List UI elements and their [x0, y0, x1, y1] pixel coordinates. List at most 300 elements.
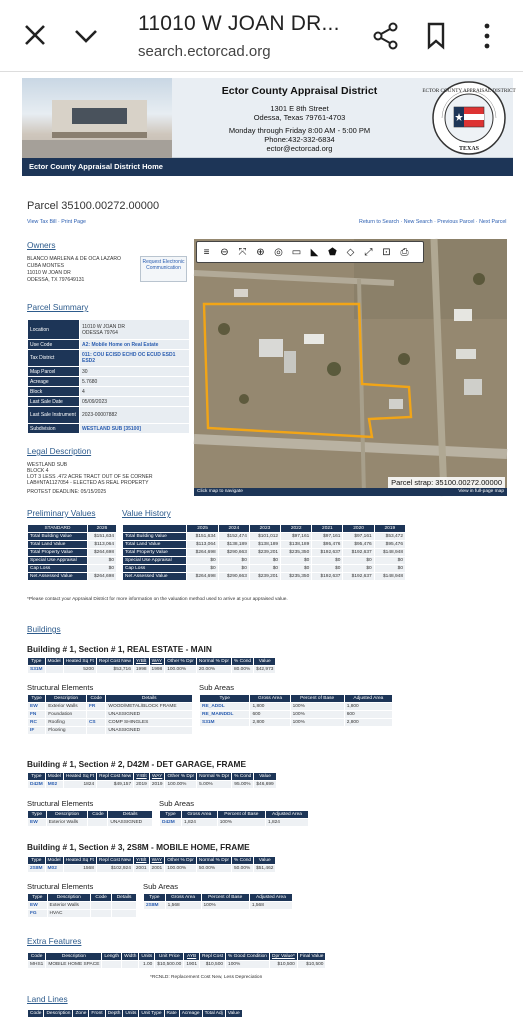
close-icon[interactable]: [22, 22, 48, 48]
column-header: Depth: [105, 1010, 123, 1018]
locate-icon[interactable]: ◎: [274, 247, 283, 258]
cell: 2019: [149, 781, 165, 789]
map-nav-hint: Click map to navigate: [197, 489, 243, 494]
cell: $10,500: [297, 961, 326, 969]
column-header: Total Adj: [202, 1010, 225, 1018]
table-row: [123, 565, 406, 573]
summary-value: 5.7680: [80, 377, 190, 387]
main-content: [22, 176, 513, 1024]
cell: 600: [344, 711, 392, 719]
column-header: Heated Sq Ft: [63, 773, 96, 781]
row-label: Total Land Value: [28, 541, 88, 549]
cell-link[interactable]: RE_MAINDDL: [200, 711, 250, 719]
cell: $239,201: [249, 549, 280, 557]
column-header: Repl Cost New: [97, 773, 134, 781]
cell-link[interactable]: M02: [45, 781, 63, 789]
column-header: Type: [200, 695, 250, 703]
column-header: Code: [28, 1010, 44, 1018]
cell-link[interactable]: FG: [28, 910, 48, 918]
zoom-out-icon[interactable]: ⊖: [220, 247, 229, 258]
table-row: [123, 549, 406, 557]
column-header: Type: [144, 894, 166, 902]
column-header: Type: [160, 811, 182, 819]
summary-key: Block: [28, 387, 80, 397]
cell-link[interactable]: FN: [28, 711, 46, 719]
cell: Foundation: [46, 711, 87, 719]
summary-key: Map Parcel: [28, 367, 80, 377]
cell: $235,350: [281, 549, 312, 557]
cell-link[interactable]: IF: [28, 727, 46, 735]
table-row: [28, 865, 276, 873]
cell: $0: [374, 557, 405, 565]
table-row: [28, 703, 193, 711]
cell: $95,476: [343, 541, 374, 549]
table-row: [28, 533, 117, 541]
cell: 5.00%: [197, 781, 232, 789]
cell: $42,973: [254, 666, 276, 674]
building-2-title: Building # 1, Section # 2, D42M - DET GARAGE, FRAME: [27, 759, 246, 769]
cell-link[interactable]: FR: [86, 703, 105, 711]
cell: 100%: [290, 711, 344, 719]
table-row: [123, 557, 406, 565]
cell: $51,462: [254, 865, 276, 873]
column-header: Adjusted Area: [249, 894, 292, 902]
cell: UNASSIGNED: [108, 819, 153, 827]
column-header: Description: [46, 695, 87, 703]
building-1-structural-table: [27, 694, 193, 735]
cell: $0: [249, 557, 280, 565]
full-extent-icon[interactable]: ⤧: [238, 247, 247, 258]
column-header: Acreage: [179, 1010, 202, 1018]
building-2-subareas-table: [159, 810, 309, 827]
column-header: % Cond: [232, 773, 254, 781]
column-header: Type: [28, 773, 46, 781]
legal-description-heading[interactable]: Legal Description: [27, 446, 92, 456]
column-header: Model: [45, 658, 63, 666]
table-header-row: [28, 695, 193, 703]
cell: 1824: [63, 781, 96, 789]
building-2-table: [27, 772, 277, 789]
table-row: [28, 549, 117, 557]
cell: [91, 902, 112, 910]
cell: $95,476: [374, 541, 405, 549]
cell: 1998: [149, 666, 165, 674]
address-line-1: 1301 E 8th Street: [270, 104, 329, 113]
cell: 50.00%: [232, 865, 254, 873]
column-header: Rate: [164, 1010, 179, 1018]
home-link[interactable]: Ector County Appraisal District Home: [29, 162, 163, 171]
value-history-heading[interactable]: Value History: [122, 508, 171, 518]
protest-deadline: PROTEST DEADLINE: 05/15/2025: [27, 489, 107, 495]
sub-areas-heading-2: Sub Areas: [159, 799, 195, 808]
cell: $148,948: [374, 573, 405, 581]
cell: $0: [374, 565, 405, 573]
cell-link[interactable]: D42M: [160, 819, 182, 827]
share-icon[interactable]: [373, 22, 399, 50]
table-row: [200, 719, 393, 727]
nav-bar: [22, 158, 513, 176]
cell: 1,568: [249, 902, 292, 910]
cell: 1998: [133, 666, 149, 674]
column-header: Details: [108, 811, 153, 819]
legal-line-3: LOT 3 LESS .472 ACRE TRACT OUT OF SE CORNER: [27, 474, 153, 480]
table-header-row: [200, 695, 393, 703]
cell: $264,698: [187, 549, 218, 557]
summary-key: Tax District: [28, 350, 80, 367]
table-row: [28, 711, 193, 719]
cell: $97,161: [281, 533, 312, 541]
value-history-table: [122, 524, 406, 581]
table-row: [28, 910, 137, 918]
building-3-subareas-table: [143, 893, 293, 910]
aerial-imagery: [194, 239, 507, 496]
column-header: % Cond: [232, 857, 254, 865]
page-url[interactable]: search.ectorcad.org: [138, 43, 271, 60]
cell: 5200: [63, 666, 96, 674]
sub-areas-heading-3: Sub Areas: [143, 882, 179, 891]
rcnld-note: *RCNLD: Replacement Cost New, Less Depreciation: [150, 975, 263, 980]
row-label: Total Property Value: [123, 549, 187, 557]
cell: 100.00%: [165, 781, 197, 789]
cell: $0: [87, 557, 116, 565]
browser-toolbar: [0, 0, 523, 72]
summary-value-link[interactable]: 011: COU ECISD ECHD OC ECUD ESD1 ESD2: [80, 350, 190, 367]
column-header: Value: [254, 857, 276, 865]
cell: Roofing: [46, 719, 87, 727]
cell: [45, 666, 63, 674]
table-row: [28, 781, 277, 789]
column-header: Repl Cost New: [96, 857, 133, 865]
table-row: [28, 541, 117, 549]
cell: 100%: [217, 819, 265, 827]
cell: [112, 902, 137, 910]
measure-icon[interactable]: ▭: [291, 247, 302, 258]
request-communication-button[interactable]: Request Electronic Communication: [140, 256, 187, 282]
column-header: Other % Dpr: [165, 658, 197, 666]
select-icon[interactable]: ⊡: [382, 247, 391, 258]
cell-link[interactable]: EW: [28, 819, 47, 827]
summary-key: Last Sale Date: [28, 397, 80, 407]
column-header: Type: [28, 658, 46, 666]
print-icon[interactable]: ⎙: [400, 247, 409, 258]
cell: 100%: [290, 719, 344, 727]
more-options-icon[interactable]: [478, 22, 496, 50]
cell: 600: [250, 711, 290, 719]
cell: $192,637: [312, 549, 343, 557]
zoom-in-icon[interactable]: ⊕: [256, 247, 265, 258]
summary-value-link[interactable]: A2: Mobile Home on Real Estate: [80, 340, 190, 350]
cell: $102,924: [96, 865, 133, 873]
column-header: Value: [254, 773, 276, 781]
cell: $46,699: [254, 781, 276, 789]
cell-link[interactable]: 2S8M: [144, 902, 166, 910]
column-header: Type: [28, 857, 46, 865]
cell: 2019: [134, 781, 150, 789]
row-label: Net Assessed Value: [28, 573, 88, 581]
map-footer: [194, 488, 507, 496]
cell: $0: [249, 565, 280, 573]
cell: 2001: [133, 865, 149, 873]
cell: $192,637: [312, 573, 343, 581]
structural-elements-heading: Structural Elements: [27, 683, 94, 692]
column-header: 2022: [281, 525, 312, 533]
cell: Flooring: [46, 727, 87, 735]
table-row: [123, 573, 406, 581]
cell: $0: [218, 565, 249, 573]
seal-top-text: ECTOR COUNTY APPRAISAL DISTRICT: [422, 88, 516, 94]
cell-link[interactable]: EW: [28, 703, 46, 711]
cell: 80.00%: [232, 666, 254, 674]
parcel-summary-table: [27, 319, 190, 434]
building-1-table: [27, 657, 276, 674]
cell-link[interactable]: S31M: [28, 666, 46, 674]
ruler-icon[interactable]: ◣: [310, 247, 319, 258]
column-header: Zone: [73, 1010, 89, 1018]
cell: $138,189: [218, 541, 249, 549]
cell: Exterior Walls: [46, 703, 87, 711]
cell: 100%: [290, 703, 344, 711]
cell-link[interactable]: RE_ADDL: [200, 703, 250, 711]
summary-key: Use Code: [28, 340, 80, 350]
column-header: 2019: [374, 525, 405, 533]
org-name: Ector County Appraisal District: [221, 85, 378, 97]
cell: $235,350: [281, 573, 312, 581]
cell: 1,824: [181, 819, 217, 827]
table-row: [28, 573, 117, 581]
cell-link[interactable]: EW: [28, 902, 48, 910]
column-header: Other % Dpr: [165, 857, 197, 865]
parcel-heading: Parcel 35100.00272.00000: [27, 200, 160, 212]
cell: $0: [343, 557, 374, 565]
full-page-map-link[interactable]: View in full-page map: [458, 489, 504, 494]
column-header: Gross Area: [181, 811, 217, 819]
cell: [112, 910, 137, 918]
bookmark-icon[interactable]: [426, 22, 446, 50]
area-icon[interactable]: ⬟: [328, 247, 337, 258]
cell: MHS1: [28, 961, 46, 969]
column-header: 2026: [87, 525, 116, 533]
cell: 50.00%: [196, 865, 231, 873]
cell: $0: [87, 565, 116, 573]
summary-value: 4: [80, 387, 190, 397]
cell: 1,800: [344, 703, 392, 711]
column-header: WAY: [149, 658, 165, 666]
cell: Exterior Walls: [46, 819, 88, 827]
cell: $0: [218, 557, 249, 565]
table-row: [28, 377, 190, 387]
parcel-strap-label: Parcel strap: 35100.00272.00000: [388, 477, 505, 488]
cell: 2,800: [250, 719, 290, 727]
cell: 2001: [149, 865, 165, 873]
parcel-map[interactable]: [194, 239, 507, 496]
land-lines-table: [27, 1009, 243, 1018]
cell: $0: [343, 565, 374, 573]
cell: [102, 961, 122, 969]
cell: 1,824: [265, 819, 308, 827]
legal-line-2: BLOCK 4: [27, 468, 49, 474]
column-header: Details: [112, 894, 137, 902]
cell: $264,698: [87, 549, 116, 557]
row-label: Total Land Value: [123, 541, 187, 549]
owners-heading[interactable]: Owners: [27, 240, 56, 250]
cell-link[interactable]: S31M: [200, 719, 250, 727]
buildings-heading[interactable]: Buildings: [27, 624, 61, 634]
table-row: [28, 407, 190, 424]
column-header: 2020: [343, 525, 374, 533]
owner-line-1: BLANCO MARLENA & DE OCA LAZARO: [27, 256, 121, 262]
column-header: Repl Cost New: [96, 658, 133, 666]
column-header: YrBlt: [133, 857, 149, 865]
table-row: [28, 320, 190, 340]
row-label: Special Use Appraisal: [123, 557, 187, 565]
cell: $49,157: [97, 781, 134, 789]
column-header: AYB: [184, 953, 200, 961]
structural-elements-heading-3: Structural Elements: [27, 882, 94, 891]
office-building-photo: [22, 78, 172, 158]
column-header: Description: [46, 953, 102, 961]
cell: [86, 711, 105, 719]
column-header: Model: [45, 857, 63, 865]
column-header: Normal % Dpr: [197, 773, 232, 781]
cell: 20.00%: [196, 666, 231, 674]
cell: $10,500.00: [155, 961, 184, 969]
summary-value: 2023-00007882: [80, 407, 190, 424]
email: ector@ectorcad.org: [266, 144, 333, 153]
cell-link[interactable]: D42M: [28, 781, 46, 789]
summary-key: Location: [28, 320, 80, 340]
column-header: Type: [28, 811, 47, 819]
cell: $290,663: [218, 549, 249, 557]
structural-elements-heading-2: Structural Elements: [27, 799, 94, 808]
extra-features-table: [27, 952, 326, 969]
cell: HVAC: [47, 910, 91, 918]
cell: $0: [312, 557, 343, 565]
parcel-summary-heading[interactable]: Parcel Summary: [27, 302, 89, 312]
cell: Exterior Walls: [47, 902, 91, 910]
column-header: Code: [28, 953, 46, 961]
column-header: WAY: [149, 857, 165, 865]
table-row: [200, 711, 393, 719]
building-1-title: Building # 1, Section # 1, REAL ESTATE - MAIN: [27, 644, 212, 654]
district-seal-logo: [422, 80, 516, 156]
column-header: Heated Sq Ft: [63, 857, 96, 865]
table-row: [28, 387, 190, 397]
column-header: WAY: [149, 773, 165, 781]
table-row: [28, 565, 117, 573]
layers-icon[interactable]: ≡: [203, 247, 210, 258]
summary-value: 30: [80, 367, 190, 377]
table-row: [28, 902, 137, 910]
cell-link[interactable]: 2S8M: [28, 865, 46, 873]
fullscreen-icon[interactable]: ⤢: [364, 247, 373, 258]
cell: $113,064: [187, 541, 218, 549]
cell: $192,637: [343, 549, 374, 557]
cell: COMP SHINGLES: [106, 719, 193, 727]
column-header: Details: [106, 695, 193, 703]
preliminary-values-heading[interactable]: Preliminary Values: [27, 508, 96, 518]
building-3-table: [27, 856, 276, 873]
column-header: Code: [86, 695, 105, 703]
land-lines-heading[interactable]: Land Lines: [27, 994, 68, 1004]
column-header: 2025: [187, 525, 218, 533]
table-header-row: [144, 894, 293, 902]
cell: $0: [312, 565, 343, 573]
column-header: Value: [225, 1010, 242, 1018]
cell: $0: [187, 565, 218, 573]
column-header: Units: [123, 1010, 139, 1018]
column-header: 2021: [312, 525, 343, 533]
cell: 1.00: [139, 961, 155, 969]
cell: 100.00%: [165, 865, 197, 873]
cell: $148,948: [374, 549, 405, 557]
column-header: Type: [28, 695, 46, 703]
row-label: Cap Loss: [28, 565, 88, 573]
cell: 1,568: [165, 902, 201, 910]
column-header: Gross Area: [165, 894, 201, 902]
cell: $0: [281, 565, 312, 573]
table-row: [28, 367, 190, 377]
page-title: 11010 W JOAN DR...: [138, 12, 340, 35]
cell: 1568: [63, 865, 96, 873]
table-header-row: [28, 953, 326, 961]
cell-link[interactable]: RC: [28, 719, 46, 727]
extra-features-heading[interactable]: Extra Features: [27, 936, 82, 946]
site-header: [22, 78, 516, 158]
summary-value: 11010 W JOAN DR ODESSA 79764: [80, 320, 190, 340]
column-header: Percent of Base: [290, 695, 344, 703]
cell: $101,012: [249, 533, 280, 541]
column-header: Front: [89, 1010, 105, 1018]
cell-link[interactable]: M02: [45, 865, 63, 873]
table-header-row: [28, 811, 153, 819]
cell-link[interactable]: CS: [86, 719, 105, 727]
cell: UNASSIGNED: [106, 727, 193, 735]
cell: $151,634: [87, 533, 116, 541]
summary-value: 05/09/2023: [80, 397, 190, 407]
table-row: [200, 703, 393, 711]
cell: 100.00%: [165, 666, 197, 674]
table-header-row: [123, 525, 406, 533]
summary-value-link[interactable]: WESTLAND SUB [35100]: [80, 424, 190, 434]
chevron-down-icon[interactable]: [72, 24, 100, 48]
column-header: Value: [254, 658, 276, 666]
cell: $138,189: [281, 541, 312, 549]
cell: $53,716: [96, 666, 133, 674]
table-header-row: [28, 894, 137, 902]
cell: $10,500: [269, 961, 297, 969]
header-contact: [172, 78, 427, 158]
column-header: Repl Cost: [199, 953, 225, 961]
seal-bottom-text: TEXAS: [458, 146, 480, 152]
cell: 1,800: [250, 703, 290, 711]
column-header: Gross Area: [250, 695, 290, 703]
table-row: [28, 666, 276, 674]
column-header: Normal % Dpr: [196, 658, 231, 666]
tax-bill-print-links[interactable]: View Tax Bill · Print Page: [27, 219, 86, 225]
table-row: [28, 727, 193, 735]
owner-line-3: 11010 W JOAN DR: [27, 270, 71, 276]
cell: MOBILE HOME SPACE: [46, 961, 102, 969]
column-header: % Cond: [232, 658, 254, 666]
legal-line-1: WESTLAND SUB: [27, 462, 68, 468]
search-nav-links[interactable]: Return to Search · New Search · Previous Parcel · Next Parcel: [359, 219, 507, 225]
erase-icon[interactable]: ◇: [346, 247, 355, 258]
table-row: [160, 819, 309, 827]
column-header: 2023: [249, 525, 280, 533]
table-header-row: [28, 1010, 243, 1018]
column-header: Percent of Base: [201, 894, 249, 902]
column-header: YrBlt: [133, 658, 149, 666]
